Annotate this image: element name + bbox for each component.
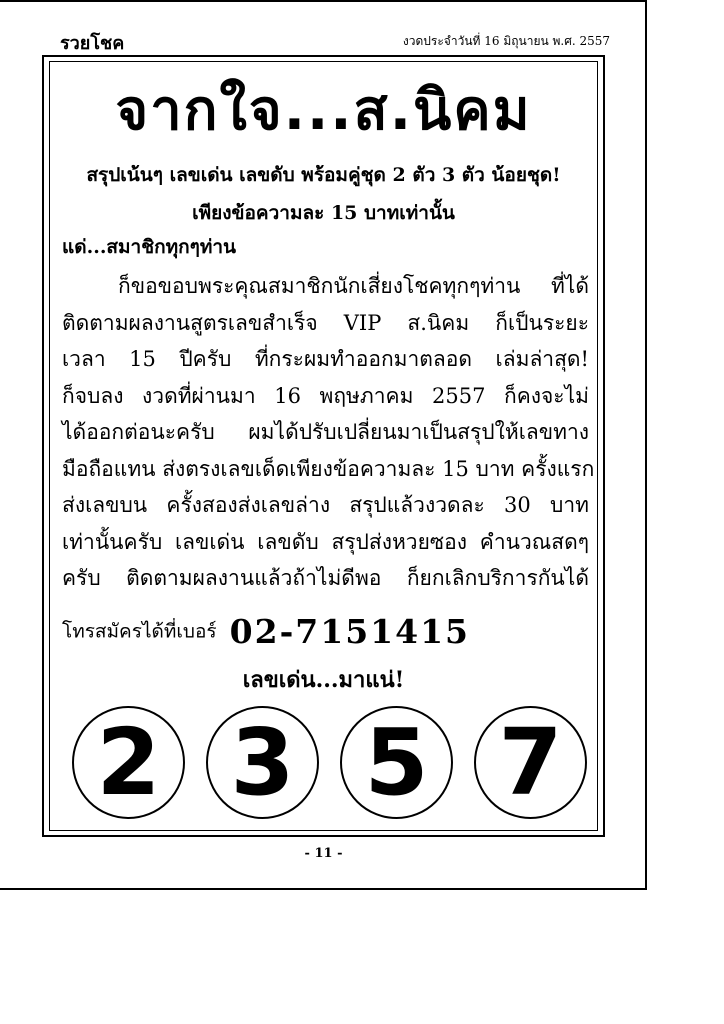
body-line: ก็ขอขอบพระคุณสมาชิกนักเสี่ยงโชคทุกๆท่าน ที่ได้ [118, 274, 589, 298]
lucky-number-digit: 7 [498, 708, 563, 816]
lucky-number-circle [474, 706, 587, 819]
salutation: แด่...สมาชิกทุกๆท่าน [62, 236, 237, 258]
page-number: - 11 - [304, 846, 343, 861]
draw-date: งวดประจำวันที่ 16 มิถุนายน พ.ศ. 2557 [402, 34, 610, 48]
lucky-number-circle [340, 706, 453, 819]
section-title: รวยโชค [60, 33, 125, 54]
page-edge-top [0, 0, 646, 2]
body-line: ได้ออกต่อนะครับ ผมได้ปรับเปลี่ยนมาเป็นสรุปให้เลขทาง [62, 420, 589, 444]
lucky-number-digit: 5 [364, 708, 429, 816]
lucky-number-digit: 3 [230, 708, 295, 816]
body-line: ครับ ติดตามผลงานแล้วถ้าไม่ดีพอ ก็ยกเลิกบริการกันได้ [62, 566, 589, 590]
lucky-numbers [72, 706, 592, 821]
phone-row [62, 612, 589, 651]
article-subtitle: สรุปเน้นๆ เลขเด่น เลขดับ พร้อมคู่ชุด 2 ตัว 3 ตัว น้อยชุด! [86, 164, 561, 186]
body-line: เท่านั้นครับ เลขเด่น เลขดับ สรุปส่งหวยซอง คำนวณสดๆ [62, 529, 589, 554]
price-line: เพียงข้อความละ 15 บาทเท่านั้น [192, 202, 455, 224]
highlight-label: เลขเด่น...มาแน่! [242, 667, 405, 693]
lucky-number-circle [72, 706, 185, 819]
article-title: จากใจ...ส.นิคม [115, 78, 532, 143]
body-line: ก็จบลง งวดที่ผ่านมา 16 พฤษภาคม 2557 ก็คงจะไม่ [62, 383, 589, 408]
page-edge-bottom [0, 888, 646, 890]
page-edge-right [645, 0, 647, 890]
phone-number: 02-7151415 [229, 612, 471, 651]
phone-label: โทรสมัครได้ที่เบอร์ [62, 620, 217, 643]
body-line: ติดตามผลงานสูตรเลขสำเร็จ VIP ส.นิคม ก็เป็นระยะ [62, 310, 589, 335]
body-line: ส่งเลขบน ครั้งสองส่งเลขล่าง สรุปแล้วงวดละ 30 บาท [62, 493, 589, 517]
body-line: เวลา 15 ปีครับ ที่กระผมทำออกมาตลอด เล่มล่าสุด! [62, 347, 589, 371]
article-body [62, 268, 595, 597]
body-line: มือถือแทน ส่งตรงเลขเด็ดเพียงข้อความละ 15 บาท ครั้งแรก [62, 456, 595, 481]
lucky-number-digit: 2 [96, 708, 161, 816]
lucky-number-circle [206, 706, 319, 819]
